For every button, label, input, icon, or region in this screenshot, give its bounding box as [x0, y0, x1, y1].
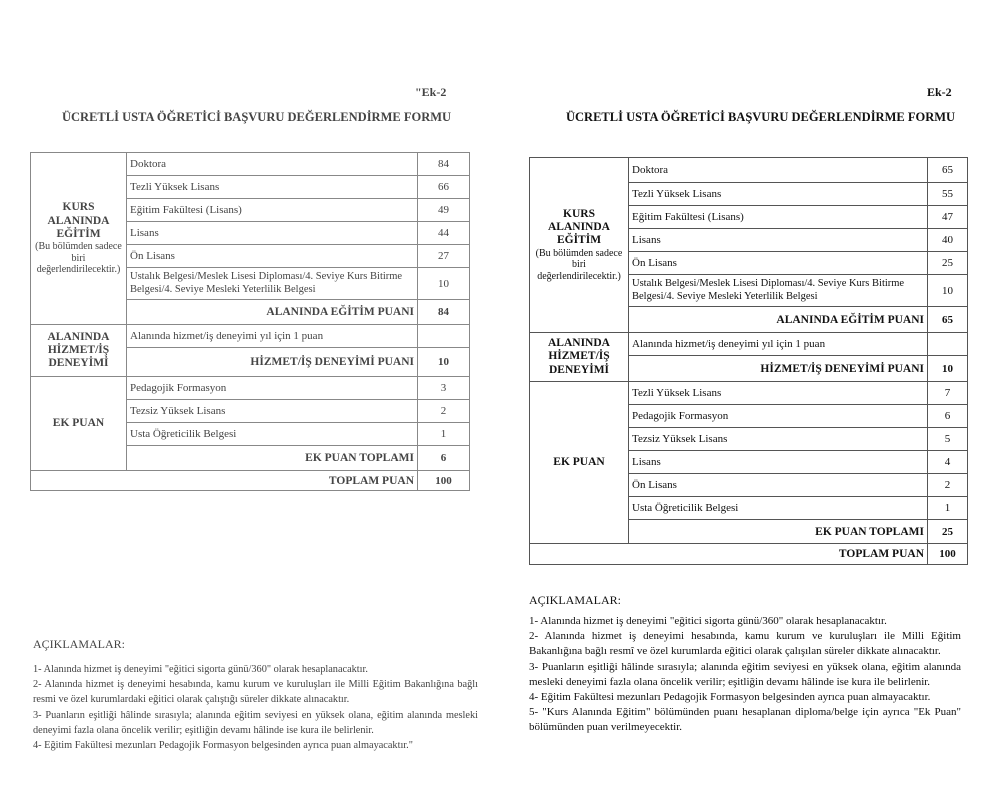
row-label: Doktora: [127, 153, 418, 176]
row-label: Alanında hizmet/iş deneyimi yıl için 1 puan: [629, 333, 928, 356]
row-label: Lisans: [629, 229, 928, 252]
row-label: Tezli Yüksek Lisans: [127, 176, 418, 199]
section-title: ALANINDA HİZMET/İŞ DENEYİMİ: [47, 330, 110, 370]
row-label: Tezli Yüksek Lisans: [629, 382, 928, 405]
section-title: KURS ALANINDA EĞİTİM: [47, 201, 110, 240]
grand-total-row: [31, 471, 470, 491]
row-label: Ustalık Belgesi/Meslek Lisesi Diploması/4. Seviye Kurs Bitirme Belgesi/4. Seviye Mesleki Yeterlilik Belgesi: [127, 268, 418, 300]
grand-total-value: 100: [418, 471, 470, 491]
row-value: 10: [928, 275, 968, 307]
table-row: [31, 325, 470, 348]
row-value: 3: [418, 377, 470, 400]
explanation-item: 3- Puanların eşitliği hâlinde sırasıyla; alanında eğitim seviyesi en yüksek olana, eğitim alanında mesleki deneyimi fazla olana öncelik verilir; eşitliğin devamı hâlinde ise kura ile belirlenir.: [529, 660, 961, 688]
explanation-item: 3- Puanların eşitliği hâlinde sırasıyla; alanında eğitim seviyesi en yüksek olana, eğitim alanında mesleki deneyimi fazla olana öncelik verilir; eşitliğin devamı hâlinde ise kura ile belirlenir.: [33, 709, 478, 736]
total-value: 6: [418, 446, 470, 471]
row-value: 40: [928, 229, 968, 252]
row-value: 10: [418, 268, 470, 300]
row-label: Eğitim Fakültesi (Lisans): [629, 206, 928, 229]
annex-label: "Ek-2: [415, 85, 447, 99]
row-label: Ön Lisans: [127, 245, 418, 268]
row-label: Pedagojik Formasyon: [629, 405, 928, 428]
row-label: Usta Öğreticilik Belgesi: [629, 497, 928, 520]
grand-total-label: TOPLAM PUAN: [530, 544, 928, 565]
explanation-item: 5- "Kurs Alanında Eğitim" bölümünden puanı hesaplanan diploma/belge için ayrıca "Ek Puan" bölümünden puan verilmeyecektir.: [529, 706, 961, 734]
row-value: 6: [928, 405, 968, 428]
row-label: Eğitim Fakültesi (Lisans): [127, 199, 418, 222]
total-label: EK PUAN TOPLAMI: [127, 446, 418, 471]
section-title: KURS ALANINDA EĞİTİM: [548, 207, 610, 247]
row-label: Tezli Yüksek Lisans: [629, 183, 928, 206]
section-title: EK PUAN: [52, 416, 105, 429]
section-hizmet: [31, 325, 127, 377]
grand-total-label: TOPLAM PUAN: [31, 471, 418, 491]
row-label: Lisans: [127, 222, 418, 245]
row-value: [928, 333, 968, 356]
table-row: [31, 153, 470, 176]
row-value: 84: [418, 153, 470, 176]
row-value: 49: [418, 199, 470, 222]
section-kurs: [530, 158, 629, 333]
row-label: Ön Lisans: [629, 252, 928, 275]
section-kurs: [31, 153, 127, 325]
row-value: 27: [418, 245, 470, 268]
row-label: Tezsiz Yüksek Lisans: [629, 428, 928, 451]
explanations: [529, 614, 961, 736]
explanations-title: AÇIKLAMALAR:: [33, 637, 125, 651]
section-note: (Bu bölümden sadece biri değerlendirilecektir.): [535, 247, 623, 282]
table-row: [530, 333, 968, 356]
row-label: Usta Öğreticilik Belgesi: [127, 423, 418, 446]
total-label: HİZMET/İŞ DENEYİMİ PUANI: [127, 348, 418, 377]
section-title: ALANINDA HİZMET/İŞ DENEYİMİ: [548, 337, 610, 376]
row-value: 5: [928, 428, 968, 451]
row-label: Pedagojik Formasyon: [127, 377, 418, 400]
explanation-item: 1- Alanında hizmet iş deneyimi "eğitici sigorta günü/360" olarak hesaplanacaktır.: [529, 615, 887, 627]
row-label: Doktora: [629, 158, 928, 183]
section-title: EK PUAN: [553, 455, 605, 468]
row-value: 55: [928, 183, 968, 206]
annex-label: Ek-2: [927, 85, 952, 99]
row-label: Tezsiz Yüksek Lisans: [127, 400, 418, 423]
total-label: ALANINDA EĞİTİM PUANI: [629, 307, 928, 333]
row-value: 65: [928, 158, 968, 183]
total-value: 10: [418, 348, 470, 377]
explanation-item: 4- Eğitim Fakültesi mezunları Pedagojik Formasyon belgesinden ayrıca puan almayacaktır.: [529, 691, 931, 704]
row-value: 1: [418, 423, 470, 446]
table-row: [530, 158, 968, 183]
total-value: 10: [928, 356, 968, 382]
table-row: [31, 377, 470, 400]
row-value: 7: [928, 382, 968, 405]
section-ek: [31, 377, 127, 471]
grand-total-row: [530, 544, 968, 565]
total-label: ALANINDA EĞİTİM PUANI: [127, 300, 418, 325]
form-title: ÜCRETLİ USTA ÖĞRETİCİ BAŞVURU DEĞERLENDİRME FORMU: [62, 110, 452, 124]
explanations: [33, 662, 478, 753]
row-value: 4: [928, 451, 968, 474]
row-label: Ön Lisans: [629, 474, 928, 497]
row-value: 44: [418, 222, 470, 245]
row-value: 2: [928, 474, 968, 497]
explanations-title: AÇIKLAMALAR:: [529, 593, 621, 607]
section-note: (Bu bölümden sadece biri değerlendirilecektir.): [35, 241, 122, 276]
row-value: 66: [418, 176, 470, 199]
explanation-item: 2- Alanında hizmet iş deneyimi hesabında, kamu kurum ve kuruluşları ile Milli Eğitim Bakanlığına bağlı resmî ve özel kurumlarda eğitici olarak çalışılan süreler dikkate alınacaktır.: [529, 630, 961, 658]
table-row: [530, 382, 968, 405]
evaluation-table: [30, 152, 470, 491]
row-label: Lisans: [629, 451, 928, 474]
form-title: ÜCRETLİ USTA ÖĞRETİCİ BAŞVURU DEĞERLENDİRME FORMU: [566, 110, 956, 124]
row-value: 1: [928, 497, 968, 520]
total-value: 25: [928, 520, 968, 544]
grand-total-value: 100: [928, 544, 968, 565]
explanation-item: 1- Alanında hizmet iş deneyimi "eğitici sigorta günü/360" olarak hesaplanacaktır.: [33, 664, 368, 675]
row-label: Alanında hizmet/iş deneyimi yıl için 1 puan: [127, 325, 418, 348]
row-label: Ustalık Belgesi/Meslek Lisesi Diploması/4. Seviye Kurs Bitirme Belgesi/4. Seviye Mesleki Yeterlilik Belgesi: [629, 275, 928, 307]
section-ek: [530, 382, 629, 544]
row-value: 47: [928, 206, 968, 229]
total-value: 65: [928, 307, 968, 333]
evaluation-table: [529, 157, 968, 565]
explanation-item: 4- Eğitim Fakültesi mezunları Pedagojik Formasyon belgesinden ayrıca puan almayacaktır.": [33, 740, 413, 752]
section-hizmet: [530, 333, 629, 382]
row-value: 25: [928, 252, 968, 275]
total-label: HİZMET/İŞ DENEYİMİ PUANI: [629, 356, 928, 382]
total-value: 84: [418, 300, 470, 325]
row-value: 2: [418, 400, 470, 423]
row-value: [418, 325, 470, 348]
right-page: [500, 0, 1000, 808]
explanation-item: 2- Alanında hizmet iş deneyimi hesabında, kamu kurum ve kuruluşları ile Milli Eğitim Bakanlığına bağlı resmi ve özel kurumlardaki eğitici olarak çalıştığı süreler dikkate alınacaktır.: [33, 679, 478, 706]
total-label: EK PUAN TOPLAMI: [629, 520, 928, 544]
